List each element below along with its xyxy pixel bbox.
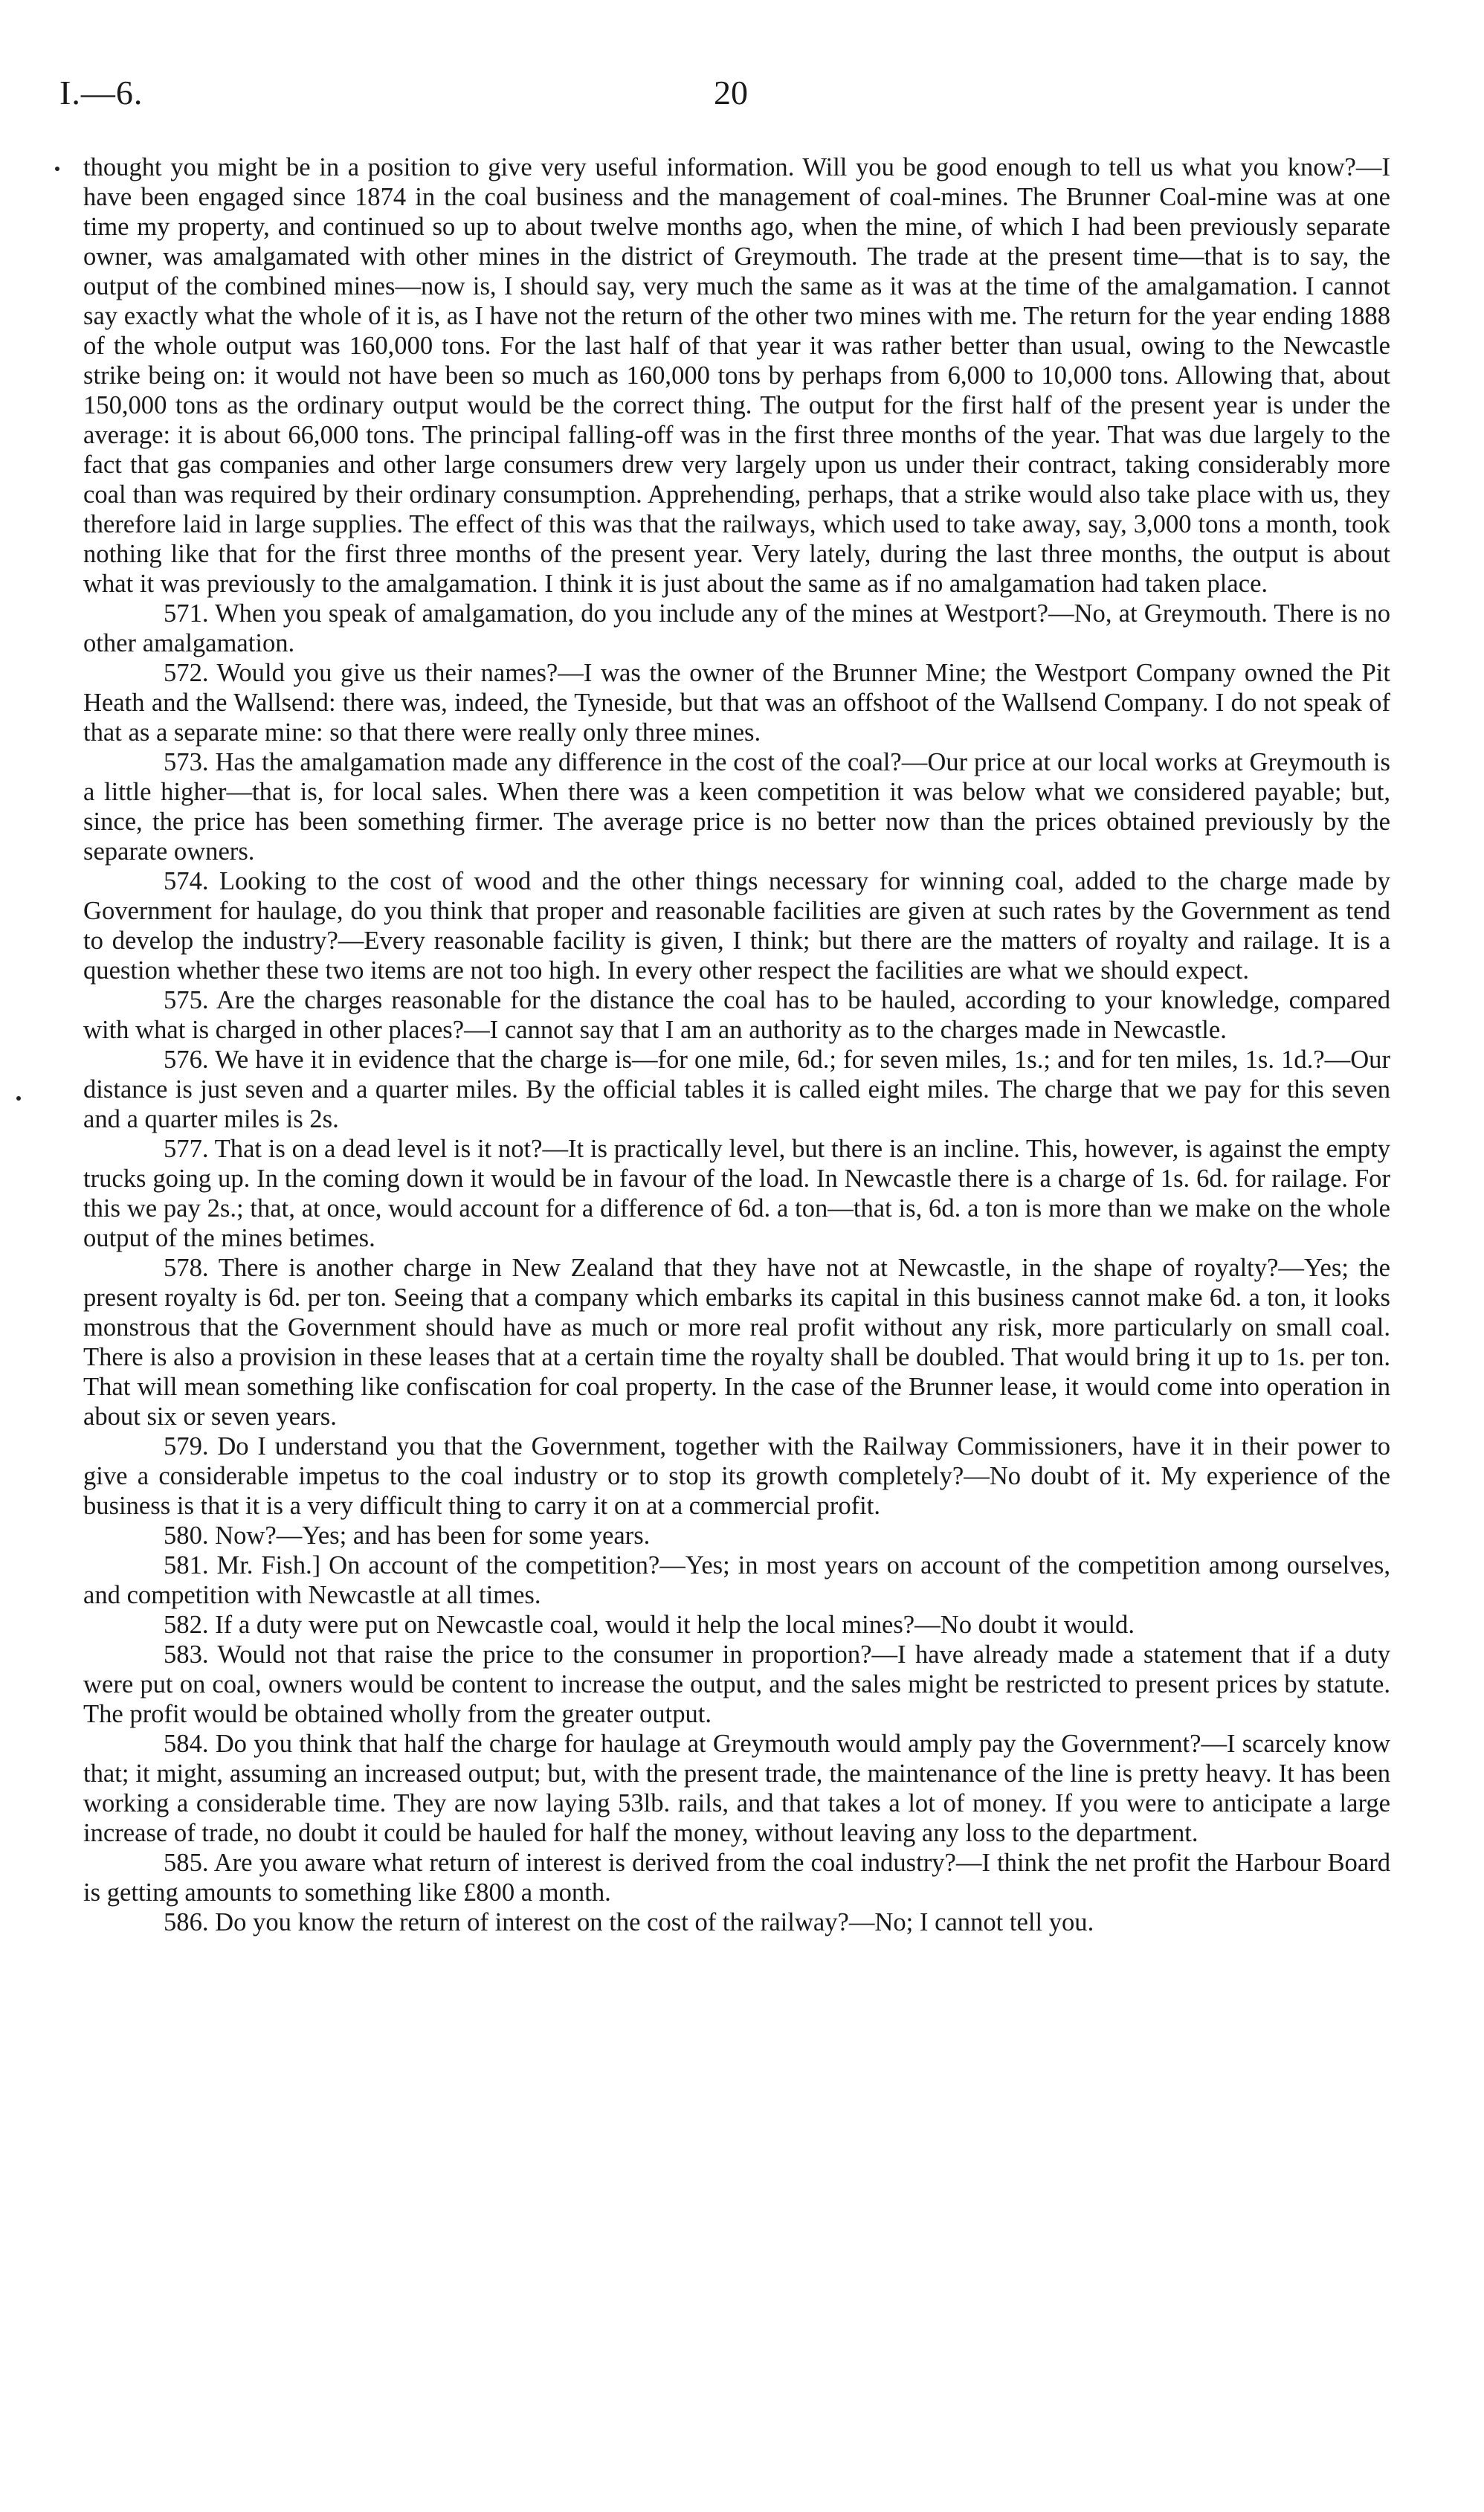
page-number: 20 <box>714 74 748 112</box>
margin-mark <box>16 1096 21 1101</box>
page-header <box>59 73 1398 132</box>
question-571: 571. When you speak of amalgamation, do you include any of the mines at Westport?—No, at Greymouth. There is no other amalgamation. <box>83 599 1390 657</box>
question-577: 577. That is on a dead level is it not?—It is practically level, but there is an incline. This, however, is against the empty trucks going up. In the coming down it would be in favour of the load. In Newcastle there is a charge of 1s. 6d. for railage. For this we pay 2s.; that, at once, would account for a difference of 6d. a ton—that is, 6d. a ton is more than we make on the whole output of the mines betimes. <box>83 1135 1390 1252</box>
question-585: 585. Are you aware what return of interest is derived from the coal industry?—I think the net profit the Harbour Board is getting amounts to something like £800 a month. <box>83 1849 1390 1907</box>
question-578: 578. There is another charge in New Zealand that they have not at Newcastle, in the shape of royalty?—Yes; the present royalty is 6d. per ton. Seeing that a company which embarks its capital in this business cannot make 6d. a ton, it looks monstrous that the Government should have as much or more real profit without any risk, more particularly on small coal. There is also a provision in these leases that at a certain time the royalty shall be doubled. That would bring it up to 1s. per ton. That will mean something like confiscation for coal property. In the case of the Brunner lease, it would come into operation in about six or seven years. <box>83 1254 1390 1431</box>
question-572: 572. Would you give us their names?—I was the owner of the Brunner Mine; the Westport Company owned the Pit Heath and the Wallsend: there was, indeed, the Tyneside, but that was an offshoot of the Wallsend Company. I do not speak of that as a separate mine: so that there were really only three mines. <box>83 659 1390 747</box>
question-583: 583. Would not that raise the price to the consumer in proportion?—I have already made a statement that if a duty were put on coal, owners would be content to increase the output, and the sales might be restricted to present prices by statute. The profit would be obtained wholly from the greater output. <box>83 1640 1390 1728</box>
question-581: 581. Mr. Fish.] On account of the competition?—Yes; in most years on account of the competition among ourselves, and competition with Newcastle at all times. <box>83 1551 1390 1609</box>
question-584: 584. Do you think that half the charge for haulage at Greymouth would amply pay the Government?—I scarcely know that; it might, assuming an increased output; but, with the present trade, the maintenance of the line is pretty heavy. It has been working a considerable time. They are now laying 53lb. rails, and that takes a lot of money. If you were to anticipate a large increase of trade, no doubt it could be hauled for half the money, without leaving any loss to the department. <box>83 1730 1390 1847</box>
question-575: 575. Are the charges reasonable for the distance the coal has to be hauled, according to your knowledge, compared with what is charged in other places?—I cannot say that I am an authority as to the charges made in Newcastle. <box>83 986 1390 1044</box>
question-582: 582. If a duty were put on Newcastle coal, would it help the local mines?—No doubt it would. <box>164 1611 1135 1639</box>
continued-answer-paragraph: thought you might be in a position to give very useful information. Will you be good enough to tell us what you know?—I have been engaged since 1874 in the coal business and the management of coal-mines. The Brunner Coal-mine was at one time my property, and continued so up to about twelve months ago, when the mine, of which I had been previously separate owner, was amalgamated with other mines in the district of Greymouth. The trade at the present time—that is to say, the output of the combined mines—now is, I should say, very much the same as it was at the time of the amalgamation. I cannot say exactly what the whole of it is, as I have not the return of the other two mines with me. The return for the year ending 1888 of the whole output was 160,000 tons. For the last half of that year it was rather better than usual, owing to the Newcastle strike being on: it would not have been so much as 160,000 tons by perhaps from 6,000 to 10,000 tons. Allowing that, about 150,000 tons as the ordinary output would be the correct thing. The output for the first half of the present year is under the average: it is about 66,000 tons. The principal falling-off was in the first three months of the year. That was due largely to the fact that gas companies and other large consumers drew very largely upon us under their contract, taking considerably more coal than was required by their ordinary consumption. Apprehending, perhaps, that a strike would also take place with us, they therefore laid in large supplies. The effect of this was that the railways, which used to take away, say, 3,000 tons a month, took nothing like that for the first three months of the present year. Very lately, during the last three months, the output is about what it was previously to the amalgamation. I think it is just about the same as if no amalgamation had taken place. <box>83 153 1390 598</box>
question-579: 579. Do I understand you that the Government, together with the Railway Commissioners, have it in their power to give a considerable impetus to the coal industry or to stop its growth completely?—No doubt of it. My experience of the business is that it is a very difficult thing to carry it on at a commercial profit. <box>83 1432 1390 1520</box>
document-body <box>83 152 1390 1937</box>
question-580: 580. Now?—Yes; and has been for some years. <box>164 1521 651 1550</box>
document-reference: I.—6. <box>59 74 143 112</box>
question-586: 586. Do you know the return of interest on the cost of the railway?—No; I cannot tell you. <box>164 1908 1094 1936</box>
question-576: 576. We have it in evidence that the charge is—for one mile, 6d.; for seven miles, 1s.; and for ten miles, 1s. 1d.?—Our distance is just seven and a quarter miles. By the official tables it is called eight miles. The charge that we pay for this seven and a quarter miles is 2s. <box>83 1046 1390 1133</box>
question-573: 573. Has the amalgamation made any difference in the cost of the coal?—Our price at our local works at Greymouth is a little higher—that is, for local sales. When there was a keen competition it was below what we considered payable; but, since, the price has been something firmer. The average price is no better now than the prices obtained previously by the separate owners. <box>83 748 1390 866</box>
margin-mark <box>55 167 59 171</box>
question-574: 574. Looking to the cost of wood and the other things necessary for winning coal, added to the charge made by Government for haulage, do you think that proper and reasonable facilities are given at such rates by the Government as tend to develop the industry?—Every reasonable facility is given, I think; but there are the matters of royalty and railage. It is a question whether these two items are not too high. In every other respect the facilities are what we should expect. <box>83 867 1390 985</box>
